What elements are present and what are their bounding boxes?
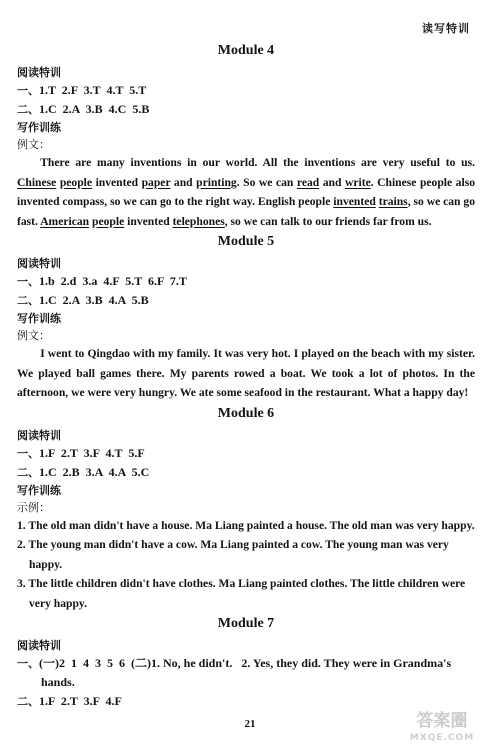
underlined-word: paper	[141, 175, 171, 189]
writing-training-heading: 写作训练	[17, 312, 61, 325]
underlined-word: people	[59, 175, 93, 189]
answer-line: 二、1.F 2.T 3.F 4.F	[17, 694, 122, 708]
answer-line: 二、1.C 2.B 3.A 4.A 5.C	[17, 464, 150, 479]
essay-text: I went to Qingdao with my family. It was very hot. I played on the beach with my sister. We played ball games there. My parents rowed a boat. We took a lot of photos. In the afternoon, we were very hungry. We ate some seafood in the restaurant. What a happy day!	[17, 347, 475, 399]
svg-text:答案圈: 答案圈	[416, 711, 468, 731]
module-title: Module 5	[217, 234, 275, 249]
sample-label: 示例：	[17, 500, 50, 514]
underlined-word: trains	[378, 195, 408, 208]
running-header: 读写特训	[422, 22, 470, 35]
sample-essay	[17, 344, 475, 403]
essay-text: invented	[92, 175, 142, 189]
underlined-word: read	[296, 175, 320, 189]
answer-line: 二、1.C 2.A 3.B 4.A 5.B	[17, 293, 149, 307]
module-title: Module 7	[217, 616, 275, 631]
reading-training-heading: 阅读特训	[17, 639, 61, 652]
essay-text: , so we can talk to our friends far from us.	[224, 214, 432, 228]
writing-training-heading: 写作训练	[17, 483, 61, 497]
answer-line: 一、1.F 2.T 3.F 4.T 5.F	[17, 445, 145, 460]
module-5-section	[17, 233, 475, 403]
page-number: 21	[244, 718, 256, 730]
answer-line: 一、1.T 2.F 3.T 4.T 5.T	[17, 83, 147, 97]
underlined-word: printing	[196, 175, 237, 189]
svg-text:MXQE.COM: MXQE.COM	[409, 733, 475, 743]
module-title: Module 6	[217, 405, 275, 421]
writing-training-heading: 写作训练	[17, 121, 61, 134]
essay-text: There are many inventions in our world. All the inventions are very useful to us.	[40, 156, 475, 169]
module-4-section	[17, 42, 475, 231]
sample-item: 3. The little children didn't have clothes. Ma Liang painted clothes. The little children were very happy.	[17, 577, 466, 610]
reading-training-heading: 阅读特训	[17, 428, 61, 442]
sample-item: 1. The old man didn't have a house. Ma Liang painted a house. The old man was very happy.	[17, 518, 475, 532]
answer-page	[17, 40, 475, 711]
module-6-section	[17, 405, 475, 614]
module-title: Module 4	[217, 43, 275, 58]
essay-text: , so we can go fast.	[17, 195, 475, 228]
answer-line: 二、1.C 2.A 3.B 4.C 5.B	[17, 102, 150, 116]
reading-training-heading: 阅读特训	[17, 257, 61, 270]
sample-essay-label: 例文：	[17, 329, 50, 342]
underlined-word: people	[92, 214, 125, 228]
underlined-word: Chinese	[17, 175, 57, 189]
module-7-section	[17, 615, 475, 711]
essay-text: invented	[124, 214, 173, 228]
sample-essay-label: 例文：	[17, 138, 50, 151]
answer-line: 一、(一)2 1 4 3 5 6 (二)1. No, he didn't. 2. Yes, they did. They were in Grandma's hands.	[17, 656, 455, 689]
underlined-word: write	[344, 175, 371, 189]
underlined-word: invented	[333, 195, 376, 208]
essay-text: and	[170, 175, 197, 189]
reading-training-heading: 阅读特训	[17, 66, 61, 79]
underlined-word: telephones	[172, 214, 225, 228]
answer-line: 一、1.b 2.d 3.a 4.F 5.T 6.F 7.T	[17, 274, 187, 288]
essay-text: . Chinese people also invented compass, so we can go to the right way. English people	[17, 175, 476, 208]
essay-text: . So we can	[236, 175, 297, 189]
sample-item: 2. The young man didn't have a cow. Ma Liang painted a cow. The young man was very happy.	[17, 538, 449, 571]
underlined-word: American	[40, 214, 90, 228]
watermark-logo	[392, 704, 492, 744]
essay-text: and	[319, 175, 345, 189]
sample-essay	[17, 153, 475, 231]
